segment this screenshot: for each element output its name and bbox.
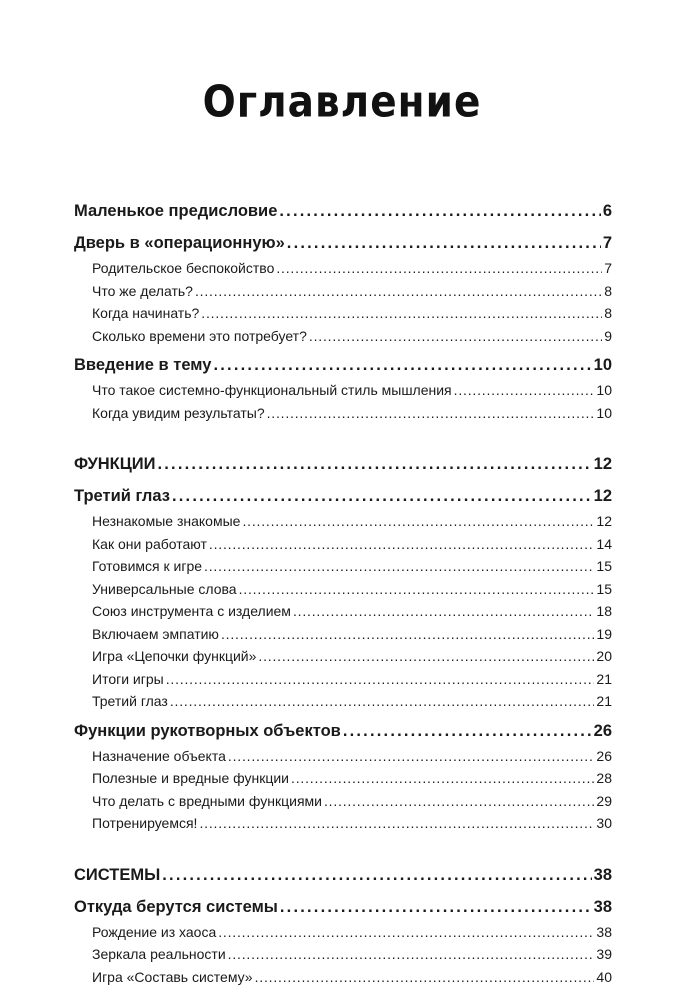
toc-entry-label: Как они работают [92,535,207,552]
toc-page-number: 15 [596,580,612,597]
toc-entry-label: Универсальные слова [92,580,237,597]
toc-page-number: 7 [602,234,612,252]
toc-entry-label: Незнакомые знакомые [92,513,241,529]
section-gap [74,835,612,861]
toc-subsection-entry[interactable] [74,325,612,348]
toc-entry-label: Маленькое предисловие [74,202,278,220]
dot-leader [279,197,600,225]
dot-leader [239,578,595,601]
toc-subsection-entry[interactable] [74,623,612,646]
toc-entry-label: Союз инструмента с изделием [92,603,291,619]
toc-subsection-entry[interactable] [74,966,612,989]
dot-leader [221,623,594,646]
toc-page-number: 7 [604,260,612,276]
toc-entry-label: Что же делать? [92,282,193,299]
dot-leader [293,600,594,623]
toc-page-number: 10 [596,382,612,398]
toc-subsection-entry[interactable] [74,767,612,790]
dot-leader [172,482,592,510]
toc-chapter-entry[interactable] [74,351,612,379]
toc-entry-label: Полезные и вредные функции [92,770,290,786]
toc-entry-label: Назначение объекта [92,747,226,764]
toc-entry-label: Включаем эмпатию [92,625,219,642]
table-of-contents [74,197,612,988]
dot-leader [201,302,602,325]
toc-entry-label: Третий глаз [92,693,168,709]
toc-entry-label: Родительское беспокойство [92,260,275,276]
toc-entry-label: Готовимся к игре [92,558,203,574]
toc-entry-label: Игра «Цепочки функций» [92,648,257,664]
dot-leader [287,229,601,257]
toc-entry-label: ФУНКЦИИ [74,455,156,473]
toc-entry-label: Потренируемся! [92,815,198,831]
toc-entry-label: Игра «Составь систему» [92,968,253,985]
toc-entry-label: Зеркала реальности [92,946,226,962]
toc-page-number: 9 [604,327,612,344]
toc-subsection-entry[interactable] [74,280,612,303]
toc-page-number: 6 [602,202,612,220]
dot-leader [276,257,602,280]
toc-entry-label: Что делать с вредными функциями [92,792,322,809]
dot-leader [195,280,602,303]
toc-subsection-entry[interactable] [74,645,612,668]
toc-page-number: 12 [593,455,612,473]
toc-subsection-entry[interactable] [74,921,612,944]
toc-page-number: 39 [596,946,612,962]
dot-leader [162,861,591,889]
toc-page-number: 8 [604,305,612,321]
toc-page-number: 29 [596,792,612,809]
toc-page-number: 19 [596,625,612,642]
toc-entry-label: Когда начинать? [92,305,200,321]
dot-leader [204,555,594,578]
toc-subsection-entry[interactable] [74,690,612,713]
toc-page-number: 38 [593,865,612,884]
toc-chapter-entry[interactable] [74,893,612,921]
dot-leader [291,767,594,790]
toc-chapter-entry[interactable] [74,861,612,889]
dot-leader [228,745,595,768]
dot-leader [157,450,591,478]
toc-page-number: 10 [596,404,612,421]
toc-page-number: 21 [596,670,612,687]
dot-leader [280,893,592,921]
dot-leader [309,325,602,348]
dot-leader [324,790,594,813]
toc-subsection-entry[interactable] [74,402,612,425]
toc-entry-label: Введение в тему [74,356,212,374]
dot-leader [199,812,594,835]
toc-subsection-entry[interactable] [74,555,612,578]
dot-leader [228,943,595,966]
dot-leader [454,379,595,402]
toc-page-number: 26 [593,721,612,740]
toc-subsection-entry[interactable] [74,302,612,325]
section-gap [74,424,612,450]
toc-page-number: 30 [596,815,612,831]
dot-leader [209,533,595,556]
dot-leader [213,351,591,379]
toc-subsection-entry[interactable] [74,745,612,768]
toc-subsection-entry[interactable] [74,943,612,966]
toc-subsection-entry[interactable] [74,510,612,533]
toc-subsection-entry[interactable] [74,812,612,835]
dot-leader [267,402,595,425]
toc-entry-label: Итоги игры [92,670,164,687]
toc-page-number: 18 [596,603,612,619]
toc-entry-label: СИСТЕМЫ [74,865,161,884]
toc-subsection-entry[interactable] [74,790,612,813]
dot-leader [255,966,595,989]
toc-entry-label: Функции рукотворных объектов [74,721,341,740]
toc-page-number: 12 [593,487,612,505]
toc-entry-label: Когда увидим результаты? [92,404,265,421]
toc-subsection-entry[interactable] [74,257,612,280]
dot-leader [242,510,594,533]
toc-page-number: 14 [596,535,612,552]
toc-page-number: 8 [604,282,612,299]
toc-page-number: 40 [596,968,612,985]
toc-subsection-entry[interactable] [74,533,612,556]
dot-leader [343,717,592,745]
toc-entry-label: Третий глаз [74,487,170,505]
toc-subsection-entry[interactable] [74,600,612,623]
toc-page-number: 10 [593,356,612,374]
toc-entry-label: Откуда берутся системы [74,897,278,916]
toc-page-number: 21 [596,693,612,709]
toc-chapter-entry[interactable] [74,717,612,745]
toc-subsection-entry[interactable] [74,668,612,691]
toc-chapter-entry[interactable] [74,197,612,225]
toc-entry-label: Дверь в «операционную» [74,234,285,252]
toc-chapter-entry[interactable] [74,229,612,257]
dot-leader [258,645,594,668]
toc-subsection-entry[interactable] [74,578,612,601]
toc-page-number: 12 [596,513,612,529]
toc-page-number: 28 [596,770,612,786]
toc-page-number: 38 [593,897,612,916]
dot-leader [218,921,594,944]
page-title: Оглавление [202,77,482,128]
toc-page-number: 38 [596,923,612,940]
toc-chapter-entry[interactable] [74,450,612,478]
dot-leader [166,668,595,691]
dot-leader [170,690,595,713]
toc-entry-label: Рождение из хаоса [92,923,217,940]
toc-page-number: 26 [596,747,612,764]
toc-entry-label: Что такое системно-функциональный стиль мышления [92,382,452,398]
toc-page-number: 20 [596,648,612,664]
toc-chapter-entry[interactable] [74,482,612,510]
toc-page-number: 15 [596,558,612,574]
toc-subsection-entry[interactable] [74,379,612,402]
toc-entry-label: Сколько времени это потребует? [92,327,307,344]
